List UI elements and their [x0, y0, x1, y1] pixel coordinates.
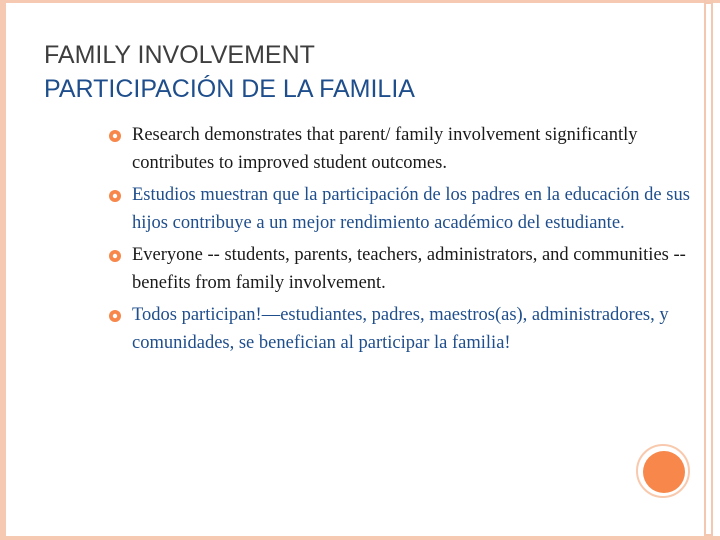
title-english: FAMILY INVOLVEMENT — [44, 41, 315, 69]
bullet-text: Research demonstrates that parent/ family involvement significantly contributes to improved student outcomes. — [132, 125, 638, 173]
bottom-border — [0, 536, 720, 540]
gear-bullet-icon — [108, 249, 122, 263]
bullet-item — [108, 241, 698, 301]
bullet-item — [108, 301, 698, 361]
bullet-item — [108, 181, 698, 241]
right-frame-inner — [711, 0, 713, 540]
gear-bullet-icon — [108, 189, 122, 203]
bullet-text: Todos participan!—estudiantes, padres, maestros(as), administradores, y comunidades, se benefician al participar la familia! — [132, 305, 669, 353]
top-border — [0, 0, 720, 3]
gear-bullet-icon — [108, 129, 122, 143]
title-spanish: PARTICIPACIÓN DE LA FAMILIA — [44, 75, 415, 103]
bullet-list — [108, 121, 698, 361]
left-border — [0, 0, 6, 540]
gear-bullet-icon — [108, 309, 122, 323]
right-frame-link-top — [706, 2, 711, 4]
bullet-text: Everyone -- students, parents, teachers, administrators, and communities -- benefits from family involvement. — [132, 245, 686, 293]
bullet-text: Estudios muestran que la participación de los padres en la educación de sus hijos contribuye a un mejor rendimiento académico del estudiante. — [132, 185, 690, 233]
slide-title — [44, 38, 664, 106]
decorative-orange-circle — [643, 451, 685, 493]
right-frame-outer — [704, 0, 706, 540]
bullet-item — [108, 121, 698, 181]
